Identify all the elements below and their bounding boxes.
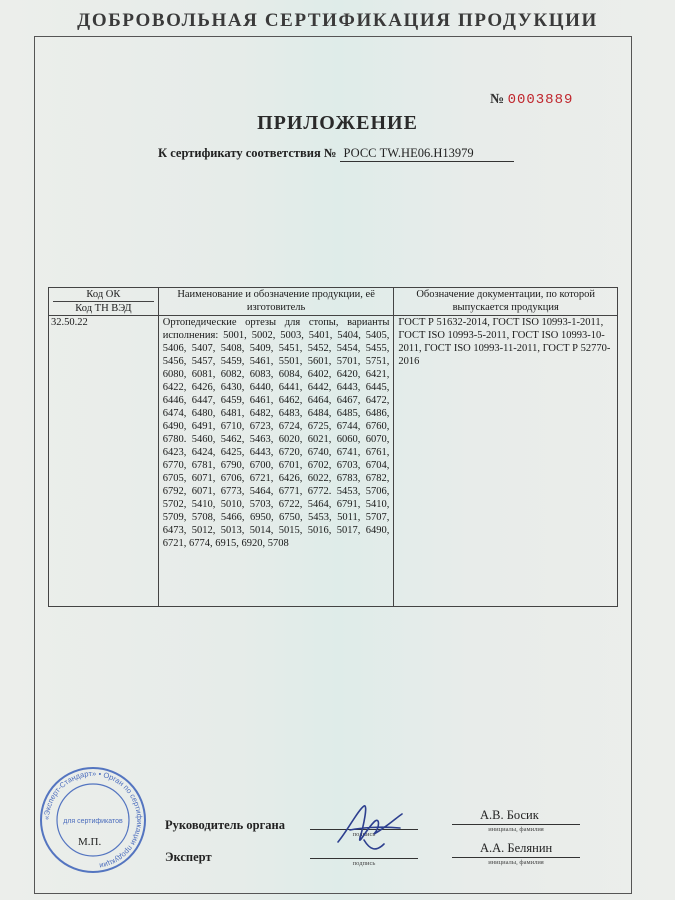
stamp-center-text: для сертификатов xyxy=(63,818,123,825)
document-title: ПРИЛОЖЕНИЕ xyxy=(257,112,418,134)
expert-name-caption: инициалы, фамилия xyxy=(488,859,544,866)
form-number-label: № xyxy=(490,92,505,107)
cell-name: Ортопедические ортезы для стопы, варианты исполнения: 5001, 5002, 5003, 5401, 5404, 5405, 5406, 5407, 5408, 5409, 5451, 5452, 5454, 5455, 5456, 5457, 5459, 5461, 5501, 5601, 5701, 5751, 6080, 6081, 6082, 6083, 6084, 6402, 6420, 6421, 6422, 6426, 6430, 6440, 6441, 6442, 6443, 6445, 6446, 6447, 6459, 6461, 6462, 6464, 6467, 6472, 6474, 6480, 6481, 6482, 6483, 6484, 6485, 6486, 6490, 6491, 6710, 6723, 6724, 6725, 6744, 6760, 6780. 5460, 5462, 5463, 6020, 6021, 6060, 6070, 6423, 6424, 6425, 6443, 6720, 6740, 6741, 6761, 6770, 6781, 6790, 6700, 6701, 6702, 6703, 6704, 6705, 6071, 6706, 6721, 6426, 6022, 6783, 6782, 6792, 6071, 6773, 5464, 6771, 6772. 5453, 5706, 5702, 5410, 5010, 5703, 6722, 5464, 6791, 5410, 5709, 5708, 5466, 6950, 6750, 5453, 5011, 5707, 6473, 5012, 5013, 5014, 5015, 5016, 5017, 6490, 6721, 6774, 6915, 6920, 5708 xyxy=(158,316,394,607)
seal-place-label: М.П. xyxy=(78,836,102,848)
certificate-number: РОСС TW.HE06.H13979 xyxy=(340,146,514,162)
cell-code: 32.50.22 xyxy=(49,316,159,607)
table-header-row xyxy=(49,288,618,316)
handwritten-signature xyxy=(330,800,410,860)
form-number xyxy=(490,92,573,108)
expert-name-line xyxy=(452,857,580,858)
cell-docs: ГОСТ Р 51632-2014, ГОСТ ISO 10993-1-2011, ГОСТ ISO 10993-5-2011, ГОСТ ISO 10993-10-2011, ГОСТ ISO 10993-11-2011, ГОСТ Р 52770-2016 xyxy=(394,316,618,607)
header-docs: Обозначение документации, по которой выпускается продукция xyxy=(394,288,618,316)
certificate-reference xyxy=(158,146,514,162)
products-table xyxy=(48,287,618,607)
header-name: Наименование и обозначение продукции, её изготовитель xyxy=(158,288,394,316)
head-name: А.В. Босик xyxy=(480,808,539,822)
header-codes xyxy=(49,288,159,316)
expert-label: Эксперт xyxy=(165,850,212,864)
form-number-value: 0003889 xyxy=(507,92,574,108)
head-signature-caption: подпись xyxy=(352,831,376,838)
head-name-line xyxy=(452,824,580,825)
header-title: ДОБРОВОЛЬНАЯ СЕРТИФИКАЦИЯ ПРОДУКЦИИ xyxy=(77,10,598,31)
seal-stamp xyxy=(38,765,148,875)
expert-name: А.А. Белянин xyxy=(480,841,553,855)
expert-signature-caption: подпись xyxy=(352,860,376,867)
header-code-tnved: Код ТН ВЭД xyxy=(53,301,154,315)
stamp-outer-text: «Эксперт-Стандарт» • Орган по сертификации продукции xyxy=(41,768,145,871)
header-code-ok: Код ОК xyxy=(86,289,121,300)
table-row xyxy=(49,316,618,607)
head-name-caption: инициалы, фамилия xyxy=(488,826,544,833)
head-of-body-label: Руководитель органа xyxy=(165,818,285,832)
certificate-label: К сертификату соответствия № xyxy=(158,146,337,160)
